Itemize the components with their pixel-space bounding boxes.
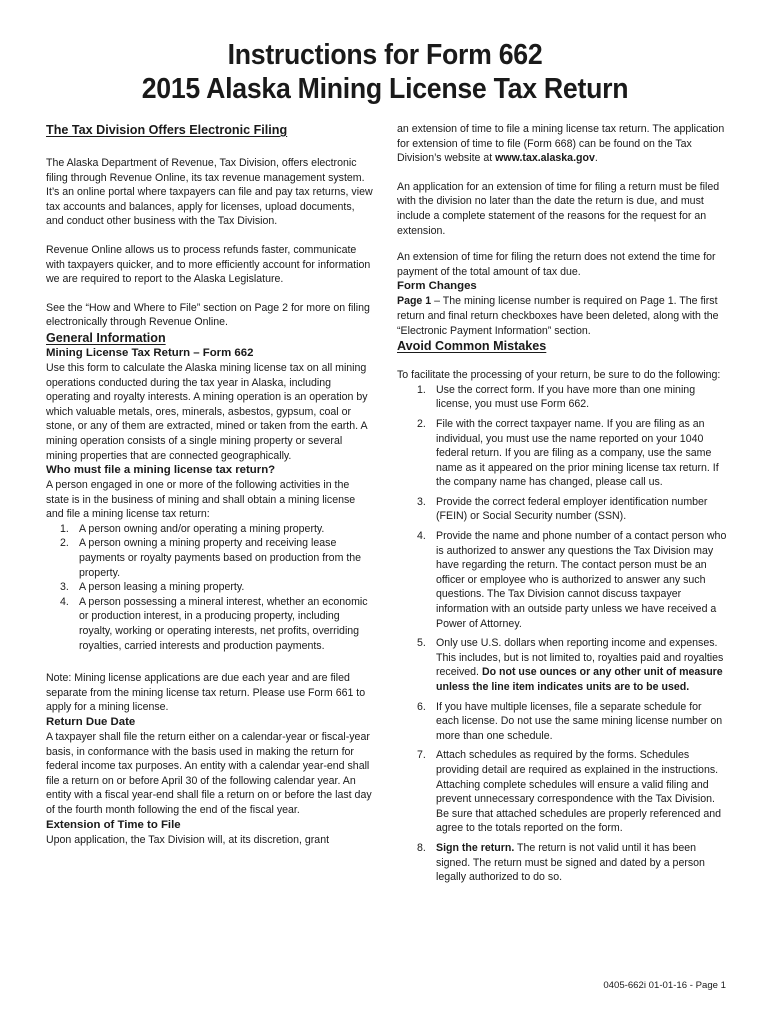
extension-heading: Extension of Time to File [46,818,181,831]
page-title [31,38,739,106]
general-info-heading: General Information [46,330,166,345]
efile-paragraph-2: Revenue Online allows us to process refunds faster, communicate with taxpayers quicker, and to more efficiently account for information we are required to report to the Alaska Legislature. [46,243,371,286]
list-item [46,522,375,537]
list-item-number: 2. [60,537,69,550]
list-item-text: The return is not valid until it has been signed. The return must be signed and dated by a person legally authorized to do so. [436,841,705,884]
avoid-mistakes-intro: To facilitate the processing of your return, be sure to do the following: [397,369,721,382]
list-item [397,841,727,885]
who-must-file-paragraph: A person engaged in one or more of the following activities in the state is in the business of mining and shall obtain a mining license and file a mining license tax return: [46,479,356,521]
list-item [46,580,375,595]
efile-heading: The Tax Division Offers Electronic Filing [46,123,288,137]
list-item-text: File with the correct taxpayer name. If you are filing as an individual, you must use the name reported on your 1040 federal return. If you are filing as a company, use the same name as it appeared on the prior mining license tax return. If the company name has changed, please call us. [436,417,719,489]
title-line-2: 2015 Alaska Mining License Tax Return [141,73,629,105]
form-changes-text: – The mining license number is required on Page 1. The first return and final return checkboxes have been deleted, along with the “Electronic Payment Information” section. [397,295,719,337]
license-note: Note: Mining license applications are due each year and are filed separate from the mining license tax return. Please use Form 661 to apply for a mining license. [46,672,366,714]
form-changes-paragraph [397,294,727,338]
list-item-number: 7. [417,749,426,762]
list-item-number: 4. [417,530,426,543]
form-changes-page-label: Page 1 [397,295,432,308]
right-column [397,122,727,885]
avoid-mistakes-list [397,383,727,885]
list-item [397,748,727,836]
list-item-number: 3. [417,495,426,508]
title-line-1: Instructions for Form 662 [227,39,543,71]
list-item-number: 6. [417,700,426,713]
list-item-text: Provide the correct federal employer identification number (FEIN) or Social Security number (SSN). [436,495,708,523]
list-item [397,383,727,412]
extension-paragraph-3: An extension of time for filing the return does not extend the time for payment of the total amount of tax due. [397,251,716,278]
list-item [46,536,375,580]
form-changes-heading: Form Changes [397,280,477,293]
due-date-heading: Return Due Date [46,716,136,728]
due-date-paragraph: A taxpayer shall file the return either on a calendar-year or fiscal-year basis, in conformance with the basis used in making the return for federal income tax purposes. An entity with a calendar year-end shall file a return on or before April 30 of the following calendar year. An entity with a fiscal year-end shall file a return on or before the last day of the fourth month following the end of the fiscal year. [46,731,372,816]
list-item-text: A person owning a mining property and receiving lease payments or royalty payments based on production from the property. [79,537,362,579]
extension-paragraph-2: An application for an extension of time for filing a return must be filed with the division no later than the date the return is due, and must include a complete statement of the reasons for the request for an extension. [397,180,720,237]
list-item-text: A person owning and/or operating a mining property. [79,522,325,535]
list-item-number: 1. [60,522,69,535]
list-item-number: 8. [417,841,426,854]
who-must-file-heading: Who must file a mining license tax return? [46,464,276,477]
list-item [397,495,727,524]
efile-paragraph-3: See the “How and Where to File” section on Page 2 for more on filing electronically through Revenue Online. [46,301,370,329]
list-item [397,636,727,694]
extension-text-end: . [594,152,598,165]
extension-paragraph-continued [397,122,727,166]
list-item-bold: Do not use ounces or any other unit of measure unless the line item indicates units are to be used. [436,666,723,693]
list-item [46,595,375,653]
list-item-text: If you have multiple licenses, file a separate schedule for each license. Do not use the same mining license number on more than one schedule. [436,700,723,742]
mltr-paragraph: Use this form to calculate the Alaska mining license tax on all mining operations conducted during the tax year in Alaska, including operating and royalty interests. A mining operation is an operation by which valuable metals, ores, minerals, asbestos, gypsum, coal or stone, or any of them are extracted, mined or taken from the earth. A mining operation consists of a single mining property or several mining properties that are connected geographically. [46,361,368,462]
list-item [397,529,727,631]
list-item-bold: Sign the return. [436,841,515,854]
efile-paragraph-1: The Alaska Department of Revenue, Tax Division, offers electronic filing through Revenue Online, its tax revenue management system. It’s an online portal where taxpayers can file and pay tax returns, view tax accounts and balances, apply for licenses, upload documents, and conduct other business with the Tax Division. [46,157,373,228]
list-item [397,700,727,744]
list-item-number: 5. [417,637,426,650]
extension-paragraph-start: Upon application, the Tax Division will, at its discretion, grant [46,833,330,846]
left-column [46,122,375,847]
list-item-text: A person leasing a mining property. [79,581,245,594]
list-item-text: A person possessing a mineral interest, whether an economic or production interest, in a producing property, including royalty, working or operating interests, net profits, overriding royalties, carried interests and production payments. [79,595,368,652]
who-must-file-list [46,522,375,653]
extension-text: an extension of time to file a mining license tax return. The application for extension of time to file (Form 668) can be found on the Tax Division’s website at [397,123,725,165]
list-item-text: Use the correct form. If you have more than one mining license, you must use Form 662. [436,383,696,411]
list-item-number: 2. [417,417,426,430]
tax-website-link[interactable]: www.tax.alaska.gov [495,152,595,165]
list-item-text: Provide the name and phone number of a contact person who is authorized to answer any questions the Tax Division may have regarding the return. The contact person must be an officer or employee who is authorized to answer any such questions. The Tax Division cannot discuss taxpayer information with an outside party unless we have received a Power of Attorney. [436,530,727,630]
page-footer: 0405-662i 01-01-16 - Page 1 [603,980,726,991]
list-item-number: 1. [417,383,426,396]
mltr-heading: Mining License Tax Return – Form 662 [46,346,254,359]
list-item-text: Only use U.S. dollars when reporting income and expenses. This includes, but is not limited to, royalties paid and royalties received. [436,637,724,679]
list-item-number: 3. [60,581,69,594]
avoid-mistakes-heading: Avoid Common Mistakes [397,339,547,354]
list-item-text: Attach schedules as required by the forms. Schedules providing detail are required as explained in the instructions. Attaching complete schedules will ensure a valid filing and prevent unnecessary correspondence with the Tax Division. Be sure that attached schedules are properly referenced and agree to the totals reported on the form. [436,749,722,835]
list-item-number: 4. [60,595,69,608]
list-item [397,417,727,490]
